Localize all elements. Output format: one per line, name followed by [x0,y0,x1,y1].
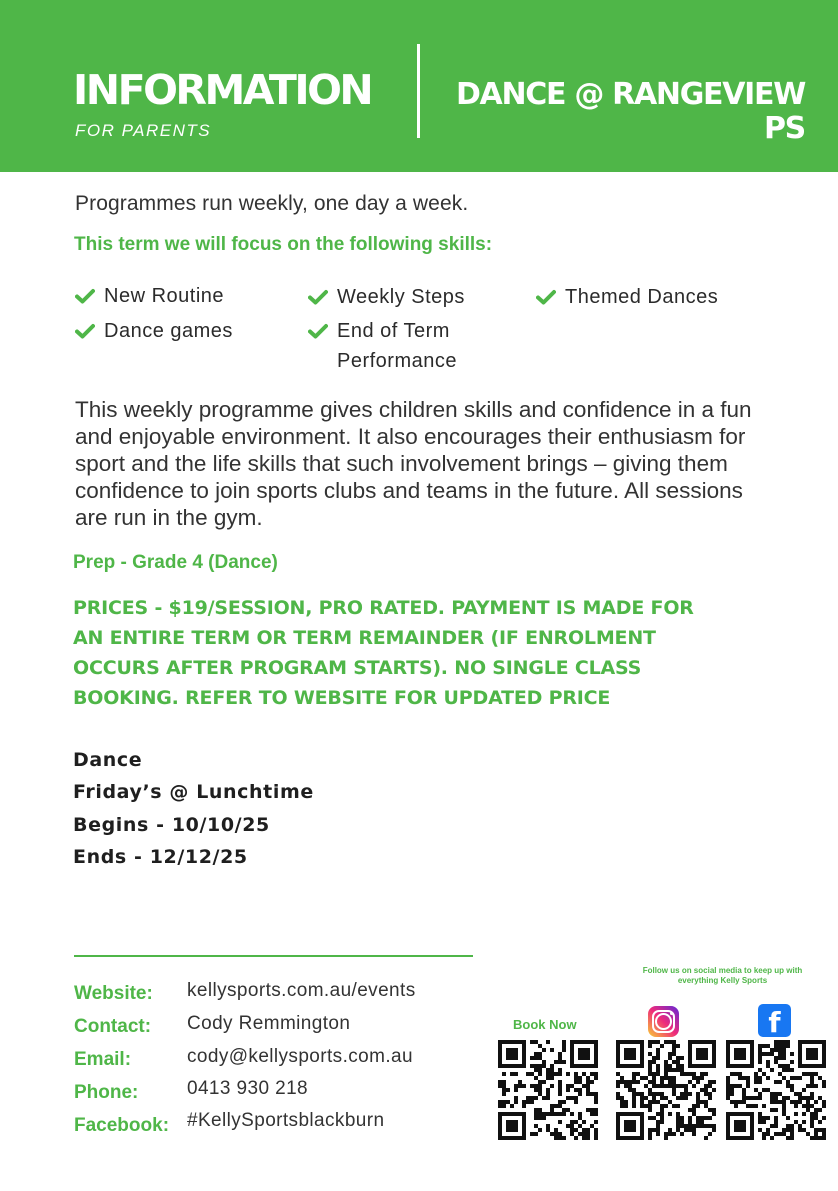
program-title-line1: DANCE @ RANGEVIEW [455,77,805,112]
phone-label: Phone: [74,1082,139,1103]
facebook-qr-code[interactable] [726,1040,826,1140]
skill-label: Dance games [104,320,233,342]
book-now-label: Book Now [513,1017,577,1032]
description-paragraph: This weekly programme gives children skills and confidence in a fun and enjoyable environment. It also encourages their enthusiasm for sport and the life skills that such involvement brings – giving them confidence to join sports clubs and teams in the future. All sessions are run in the gym. [75,397,752,530]
skill-label-line1: End of Term [337,320,450,342]
facebook-handle: #KellySportsblackburn [187,1110,385,1131]
info-subtitle: FOR PARENTS [75,121,212,140]
skill-label-line2: Performance [337,350,457,372]
info-title: INFORMATION [73,66,372,114]
footer-divider [74,955,473,957]
program-title [415,78,805,146]
website-label: Website: [74,983,153,1004]
schedule-activity: Dance [73,749,143,771]
contact-name: Cody Remmington [187,1013,351,1034]
focus-heading: This term we will focus on the following skills: [74,234,493,255]
check-icon [308,289,328,305]
facebook-icon[interactable]: f [758,1004,791,1037]
instagram-qr-code[interactable] [616,1040,716,1140]
skill-item [308,316,457,376]
skill-item [308,282,465,312]
schedule-time: Friday’s @ Lunchtime [73,781,314,803]
skill-item [75,281,224,311]
skill-label [337,316,457,376]
check-icon [308,323,328,339]
intro-text: Programmes run weekly, one day a week. [75,192,469,215]
check-icon [75,288,95,304]
instagram-icon[interactable] [648,1006,679,1037]
prices-notice: PRICES - $19/SESSION, PRO RATED. PAYMENT IS MADE FOR AN ENTIRE TERM OR TERM REMAINDER (IF ENROLMENT OCCURS AFTER PROGRAM STARTS). NO SINGLE CLASS BOOKING. REFER TO WEBSITE FOR UPDATED PRICE [73,597,694,709]
skill-label: Weekly Steps [337,286,465,308]
program-title-line2: PS [764,111,805,146]
follow-text: Follow us on social media to keep up with everything Kelly Sports [642,966,803,985]
phone-number[interactable]: 0413 930 218 [187,1078,309,1099]
header-banner [0,0,838,172]
contact-label: Contact: [74,1016,152,1037]
skill-item [75,316,233,346]
check-icon [75,323,95,339]
skill-item [536,282,718,312]
skill-label: Themed Dances [565,286,719,308]
book-now-qr-code[interactable] [498,1040,598,1140]
check-icon [536,289,556,305]
schedule-begins: Begins - 10/10/25 [73,814,270,836]
facebook-label: Facebook: [74,1115,170,1136]
skill-label: New Routine [104,285,225,307]
email-label: Email: [74,1049,132,1070]
email-link[interactable]: cody@kellysports.com.au [187,1046,413,1067]
website-link[interactable]: kellysports.com.au/events [187,980,416,1001]
grade-range: Prep - Grade 4 (Dance) [73,552,278,573]
schedule-ends: Ends - 12/12/25 [73,846,248,868]
